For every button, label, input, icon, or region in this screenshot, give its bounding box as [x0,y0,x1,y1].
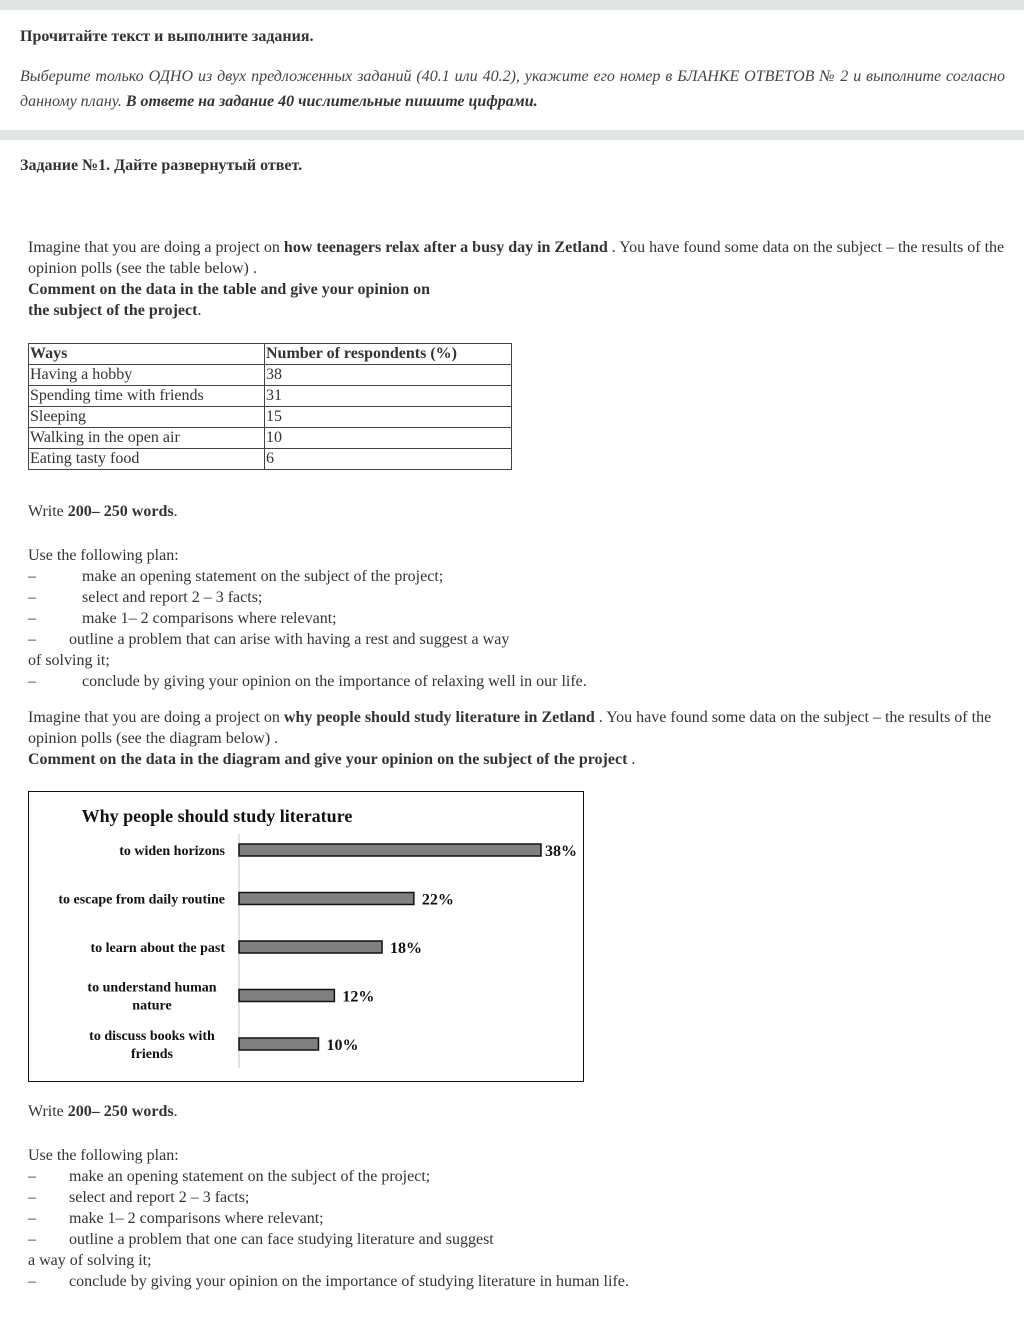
table-header-cell: Ways [29,344,265,365]
plan-item: – make an opening statement on the subject of the project; [28,1168,431,1185]
chart-data-label: 38% [545,843,577,860]
table-row [29,407,512,428]
word-range: 200– 250 words [67,1103,174,1120]
task1-comment-line2: the subject of the project [28,302,198,319]
plan-item-text: outline a problem that one can face studying literature and suggest [69,1231,494,1248]
plan-item: – conclude by giving your opinion on the importance of relaxing well in our life. [28,673,587,690]
task2-word-count [28,1103,178,1121]
write-period: . [173,503,178,520]
task-title: Задание №1. Дайте развернутый ответ. [20,157,303,174]
plan-item: – outline a problem that one can face studying literature and suggest [28,1231,494,1248]
chart-data-label: 10% [326,1037,359,1054]
literature-bar-chart [28,791,584,1082]
plan-item: – select and report 2 – 3 facts; [28,1189,250,1206]
plan-item-text: make an opening statement on the subject of the project; [69,1168,431,1185]
write-label: Write [28,1103,68,1120]
chart-bar [239,844,541,856]
table-header-row [29,344,512,365]
respondents-table [28,343,512,470]
plan-item-text: select and report 2 – 3 facts; [82,589,263,606]
task1-topic: how teenagers relax after a busy day in Zetland [283,239,608,256]
table-cell: Walking in the open air [29,428,265,449]
plan-item-text: select and report 2 – 3 facts; [69,1189,250,1206]
plan-item-text: conclude by giving your opinion on the importance of studying literature in human life. [69,1273,629,1290]
plan-item-continuation: a way of solving it; [28,1252,152,1269]
chart-bar [239,990,334,1002]
instruction-bold: В ответе на задание 40 числительные пишите цифрами. [125,93,538,110]
task1-intro-text: Imagine that you are doing a project on [28,239,284,256]
chart-canvas [29,792,583,1081]
task2-plan [28,1145,629,1292]
write-period: . [173,1103,178,1120]
plan-item-continuation: of solving it; [28,652,110,669]
task1-intro [28,237,1008,321]
task1-comment-period: . [197,302,202,319]
table-row [29,386,512,407]
task2-intro [28,707,1008,770]
chart-category-label: to learn about the past [90,941,225,956]
table-cell: Spending time with friends [29,386,265,407]
chart-data-label: 18% [390,940,423,957]
task1-word-count [28,503,178,521]
task1-plan [28,545,587,692]
plan-item-text: make 1– 2 comparisons where relevant; [82,610,337,627]
table-cell: 15 [265,407,512,428]
write-label: Write [28,503,68,520]
section-divider-band [0,130,1024,140]
plan-item-text: outline a problem that can arise with having a rest and suggest a way [69,631,510,648]
table-cell: 38 [265,365,512,386]
table-cell: 6 [265,449,512,470]
plan-item-text: conclude by giving your opinion on the importance of relaxing well in our life. [82,673,587,690]
chart-title: Why people should study literature [81,806,353,826]
chart-bar [239,1038,318,1050]
table-row [29,428,512,449]
chart-category-label: friends [131,1047,173,1062]
table-header-cell: Number of respondents (%) [265,344,512,365]
chart-category-label: to discuss books with [89,1029,215,1044]
plan-item: – make 1– 2 comparisons where relevant; [28,610,337,627]
table-row [29,449,512,470]
plan-item: – select and report 2 – 3 facts; [28,589,263,606]
plan-item-text: make an opening statement on the subject of the project; [82,568,444,585]
table-cell: Having a hobby [29,365,265,386]
task2-comment: Comment on the data in the diagram and give your opinion on the subject of the project [28,751,628,768]
plan-item: – conclude by giving your opinion on the importance of studying literature in human life. [28,1273,629,1290]
plan-item-text: make 1– 2 comparisons where relevant; [69,1210,324,1227]
task1-intro-rest: . You have found some data on the subject – the results of the opinion polls (see the table below) . [28,239,1005,277]
plan-title: Use the following plan: [28,1147,179,1164]
instruction-text [20,64,1005,114]
table-cell: Eating tasty food [29,449,265,470]
task2-topic: why people should study literature in Zetland [283,709,595,726]
chart-bars [58,843,577,1062]
task2-intro-text: Imagine that you are doing a project on [28,709,284,726]
chart-data-label: 12% [342,988,375,1006]
task2-intro-rest: . You have found some data on the subject – the results of the opinion polls (see the diagram below) . [28,709,992,747]
chart-category-label: nature [132,998,172,1014]
task1-comment-line1: Comment on the data in the table and give your opinion on [28,281,430,298]
chart-category-label: to widen horizons [119,844,225,859]
chart-category-label: to escape from daily routine [58,892,225,908]
plan-item: – make 1– 2 comparisons where relevant; [28,1210,324,1227]
chart-data-label: 22% [421,891,454,909]
plan-item: – outline a problem that can arise with having a rest and suggest a way [28,631,510,648]
plan-item: – make an opening statement on the subject of the project; [28,568,444,585]
task2-comment-period: . [627,751,636,768]
chart-category-label: to understand human [87,980,217,996]
plan-title: Use the following plan: [28,547,179,564]
top-divider-band [0,0,1024,10]
instruction-italic: Выберите только ОДНО из двух предложенных заданий (40.1 или 40.2), укажите его номер в БЛАНКЕ ОТВЕТОВ № 2 и выполните согласно данному плану. [20,68,1005,110]
instruction-heading: Прочитайте текст и выполните задания. [20,28,314,45]
table-cell: 10 [265,428,512,449]
chart-bar [239,941,382,953]
chart-bar [239,893,414,905]
table-cell: 31 [265,386,512,407]
table-cell: Sleeping [29,407,265,428]
word-range: 200– 250 words [67,503,174,520]
table-row [29,365,512,386]
